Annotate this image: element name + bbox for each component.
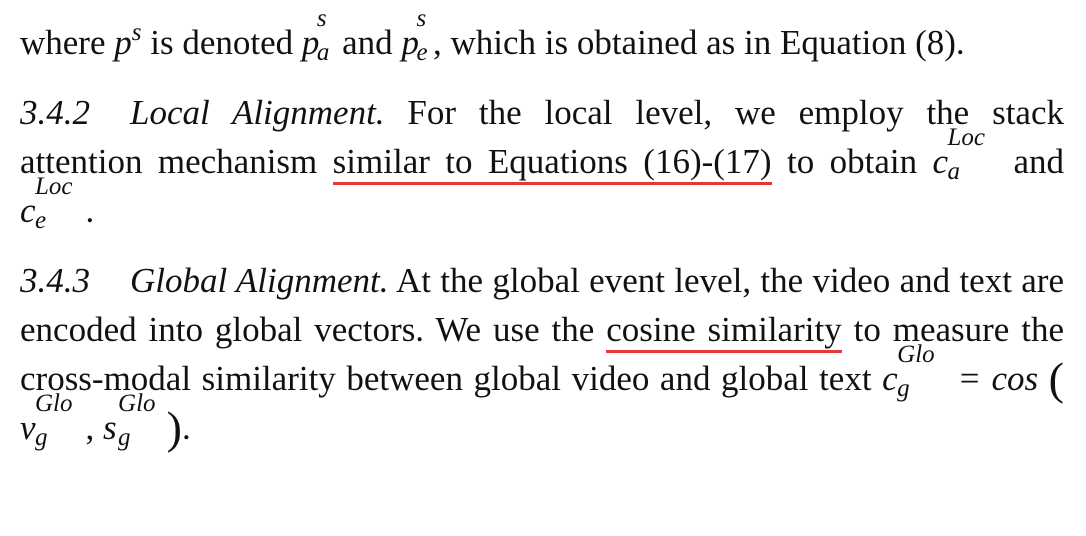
math-right-paren: ) (166, 402, 182, 453)
text-span: At the global event level, the video and text are encoded into global vectors. We use the (20, 261, 1064, 349)
section-global-alignment (20, 256, 1064, 452)
math-c-glo-g (882, 341, 948, 403)
math-p-base: p (114, 23, 132, 62)
highlighted-phrase: similar to Equations (16)-(17) (333, 142, 772, 185)
math-sup: Glo (897, 341, 935, 368)
section-number: 3.4.3 (20, 261, 90, 300)
math-v-glo-g (20, 390, 86, 452)
highlighted-phrase: cosine similarity (606, 310, 841, 353)
text-span: where (20, 23, 115, 62)
math-base: p (301, 23, 320, 62)
text-span: , which is obtained as in Equation (8). (432, 23, 965, 62)
math-base: c (20, 191, 36, 230)
math-base: c (932, 142, 949, 181)
text-span: . (85, 191, 95, 230)
paragraph-equation-reference (20, 5, 1064, 67)
math-sup: Loc (947, 124, 985, 151)
text-span: and (998, 142, 1064, 181)
math-comma: , (85, 408, 95, 447)
section-title: Global Alignment. (130, 261, 389, 300)
math-left-paren: ( (1048, 353, 1064, 404)
math-c-loc-a (932, 124, 999, 186)
math-p (114, 19, 142, 62)
math-p-superscript: s (131, 19, 142, 46)
math-sub: a (947, 158, 960, 185)
math-sup: Loc (35, 173, 73, 200)
math-s-glo-g (103, 390, 167, 452)
text-span: to obtain (771, 142, 933, 181)
math-sup: Glo (118, 390, 156, 417)
math-base: p (401, 23, 419, 62)
math-sub: g (118, 424, 131, 451)
math-base: v (20, 408, 36, 447)
math-base: s (103, 408, 117, 447)
paper-page (20, 5, 1064, 453)
math-equals: = (959, 359, 980, 398)
math-sup: s (316, 5, 327, 32)
math-p-s-e (401, 5, 433, 67)
section-local-alignment (20, 88, 1064, 235)
math-base: c (882, 359, 898, 398)
math-p-s-a (301, 5, 334, 67)
math-cos: cos (991, 359, 1039, 398)
section-number: 3.4.2 (20, 93, 90, 132)
math-sub: g (35, 424, 48, 451)
math-sup: s (416, 5, 427, 32)
text-span: to measure the cross-modal similarity between global video and global text (20, 310, 1064, 398)
text-span: is denoted (141, 23, 302, 62)
math-sup: Glo (35, 390, 73, 417)
section-title: Local Alignment. (130, 93, 385, 132)
math-sub: e (35, 207, 47, 234)
math-c-loc-e (20, 173, 86, 235)
text-span: . (182, 408, 191, 447)
text-span: and (333, 23, 402, 62)
text-span: For the local level, we employ the stack attention mechanism (20, 93, 1064, 181)
math-sub: g (897, 375, 910, 402)
math-sub: a (316, 39, 330, 66)
math-sub: e (416, 39, 428, 66)
